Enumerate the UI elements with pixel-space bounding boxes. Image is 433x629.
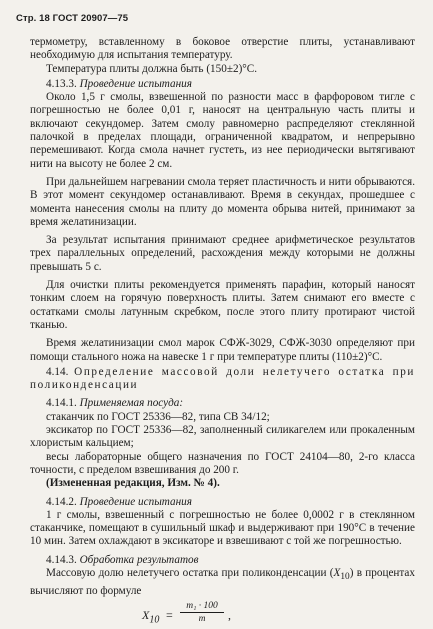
section-heading-4-13-3: [30, 78, 415, 91]
symbol-subscript: 10: [340, 572, 350, 583]
paragraph: Около 1,5 г смолы, взвешенной по разности масс в фарфоровом тигле с погрешностью не более 0,01 г, наносят на центральную часть плиты и включают секундомер. Затем смолу равномерно распределяют стеклянной палочкой в пределах площади, ограниченной квадратом, и непрерывно перемешивают. Когда смола начнет густеть, из нее периодически вытягивают нити на высоту не более 2 см.: [30, 91, 415, 170]
section-heading-4-14-2: [30, 496, 415, 509]
page-header: Стр. 18 ГОСТ 20907—75: [16, 13, 129, 24]
amendment-note: (Измененная редакция, Изм. № 4).: [46, 477, 220, 490]
document-body: [30, 36, 415, 629]
section-number: 4.14.2.: [46, 495, 77, 508]
section-number: 4.14.3.: [46, 553, 77, 566]
formula-equals: =: [166, 607, 173, 622]
formula-numerator: m₁ · 100: [180, 601, 224, 613]
formula-comma: ,: [228, 607, 231, 622]
formula-symbol: X: [142, 607, 150, 622]
list-item: весы лабораторные общего назначения по ГОСТ 24104—80, 2-го класса точности, с пределом взвешивания до 200 г.: [30, 450, 415, 476]
section-title: Определение массовой доли нелетучего остатка при поликонденсации: [30, 365, 415, 392]
formula-denominator: m: [198, 613, 206, 624]
paragraph: Температура плиты должна быть (150±2)°С.: [46, 62, 258, 75]
section-heading-4-14: [30, 366, 415, 393]
section-title: Обработка результатов: [79, 553, 199, 566]
list-item: эксикатор по ГОСТ 25336—82, заполненный силикагелем или прокаленным хлористым кальцием;: [30, 424, 415, 450]
section-heading-4-14-1: [30, 397, 415, 410]
symbol-x: X: [333, 566, 341, 579]
section-title: Проведение испытания: [79, 77, 192, 90]
section-title: Проведение испытания: [79, 495, 192, 508]
section-heading-4-14-3: [30, 554, 415, 567]
section-number: 4.13.3.: [46, 77, 77, 90]
section-number: 4.14.1.: [46, 397, 77, 410]
paragraph: Время желатинизации смол марок СФЖ-3029, СФЖ-3030 определяют при помощи стального ножа на навеске 1 г при температуре плиты (110±2)°С.: [30, 337, 415, 363]
section-title: Применяемая посуда:: [79, 397, 184, 410]
paragraph: термометру, вставленному в боковое отверстие плиты, устанавливают необходимую для испытания температуру.: [30, 36, 415, 62]
formula-subscript: 10: [149, 614, 160, 626]
formula-lhs: [142, 609, 159, 627]
paragraph: Для очистки плиты рекомендуется применять парафин, который наносят тонким слоем на горячую поверхность плиты. Затем снимают его вместе с остатками смолы латунным скребком, после этого плиту протирают чистой тканью.: [30, 279, 415, 331]
formula-fraction: [180, 601, 224, 625]
paragraph: 1 г смолы, взвешенный с погрешностью не более 0,0002 г в стеклянном стаканчике, помещают в сушильный шкаф и выдерживают при 190°С в течение 10 мин. Затем охлаждают в эксикаторе и взвешивают с той же погрешностью.: [30, 508, 415, 548]
paragraph: [30, 567, 415, 598]
section-number: 4.14.: [46, 365, 69, 378]
list-item: стаканчик по ГОСТ 25336—82, типа СВ 34/12;: [46, 410, 270, 423]
formula: [30, 601, 415, 629]
text-run: ) в процентах вычисляют по формуле: [30, 566, 415, 597]
paragraph: При дальнейшем нагревании смола теряет пластичность и нити обрываются. В этот момент секундомер останавливают. Время в секундах, прошедшее с момента нанесения смолы на плиту до момента обрыва нитей, принимают за время желатинизации.: [30, 175, 415, 228]
text-run: Массовую долю нелетучего остатка при поликонденсации (: [46, 566, 334, 579]
paragraph: За результат испытания принимают среднее арифметическое результатов трех параллельных определений, расхождения между которыми не должны превышать 5 с.: [30, 234, 415, 273]
